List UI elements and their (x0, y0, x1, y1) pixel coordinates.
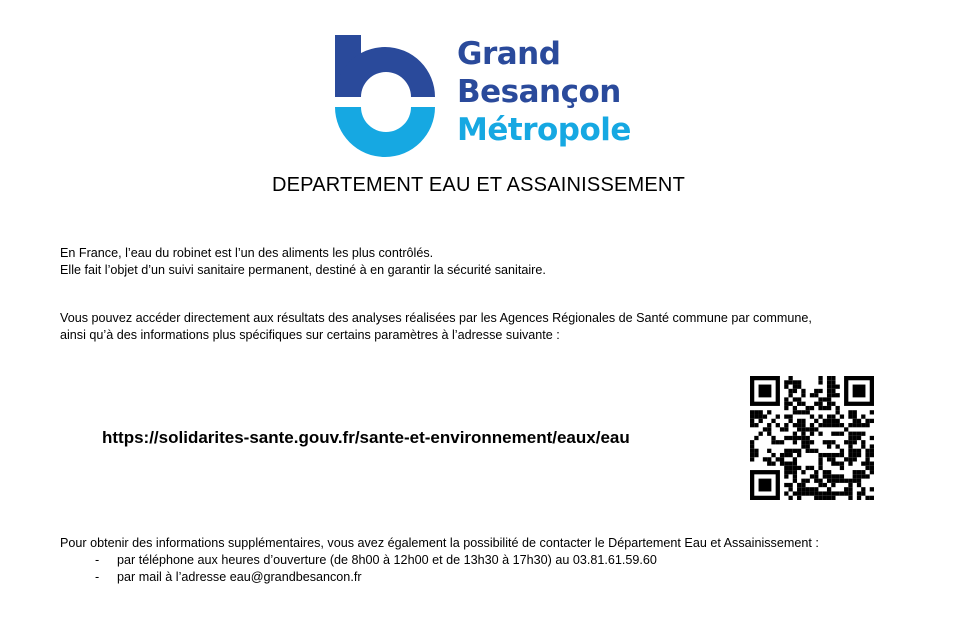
access-line-2: ainsi qu’à des informations plus spécifiques sur certains paramètres à l’adresse suivante : (60, 328, 560, 342)
contact-intro: Pour obtenir des informations supplémentaires, vous avez également la possibilité de contacter le Département Eau et Assainissement : (60, 536, 819, 550)
b-logo-icon (335, 35, 435, 157)
contact-phone-text: par téléphone aux heures d’ouverture (de 8h00 à 12h00 et de 13h30 à 17h30) au 03.81.61.59.60 (117, 553, 657, 567)
logo-line-grand: Grand (457, 36, 561, 72)
access-paragraph (60, 310, 812, 344)
grand-besancon-logo (335, 35, 655, 160)
intro-line-2: Elle fait l’objet d’un suivi sanitaire permanent, destiné à en garantir la sécurité sanitaire. (60, 263, 546, 277)
logo-line-metropole: Métropole (457, 112, 631, 148)
contact-list (95, 552, 657, 586)
intro-paragraph (60, 245, 546, 279)
contact-phone-item (95, 552, 657, 569)
contact-mail-item (95, 569, 657, 586)
bullet-dash: - (95, 553, 100, 567)
contact-mail-text: par mail à l’adresse eau@grandbesancon.fr (117, 570, 362, 584)
department-title: DEPARTEMENT EAU ET ASSAINISSEMENT (272, 174, 685, 196)
logo-text (457, 35, 631, 149)
access-line-1: Vous pouvez accéder directement aux résultats des analyses réalisées par les Agences Régionales de Santé commune par commune, (60, 311, 812, 325)
logo-line-besancon: Besançon (457, 74, 621, 110)
intro-line-1: En France, l’eau du robinet est l’un des aliments les plus contrôlés. (60, 246, 434, 260)
bullet-dash: - (95, 570, 100, 584)
qr-code-icon (750, 376, 874, 500)
analysis-url: https://solidarites-sante.gouv.fr/sante-et-environnement/eaux/eau (102, 428, 630, 447)
